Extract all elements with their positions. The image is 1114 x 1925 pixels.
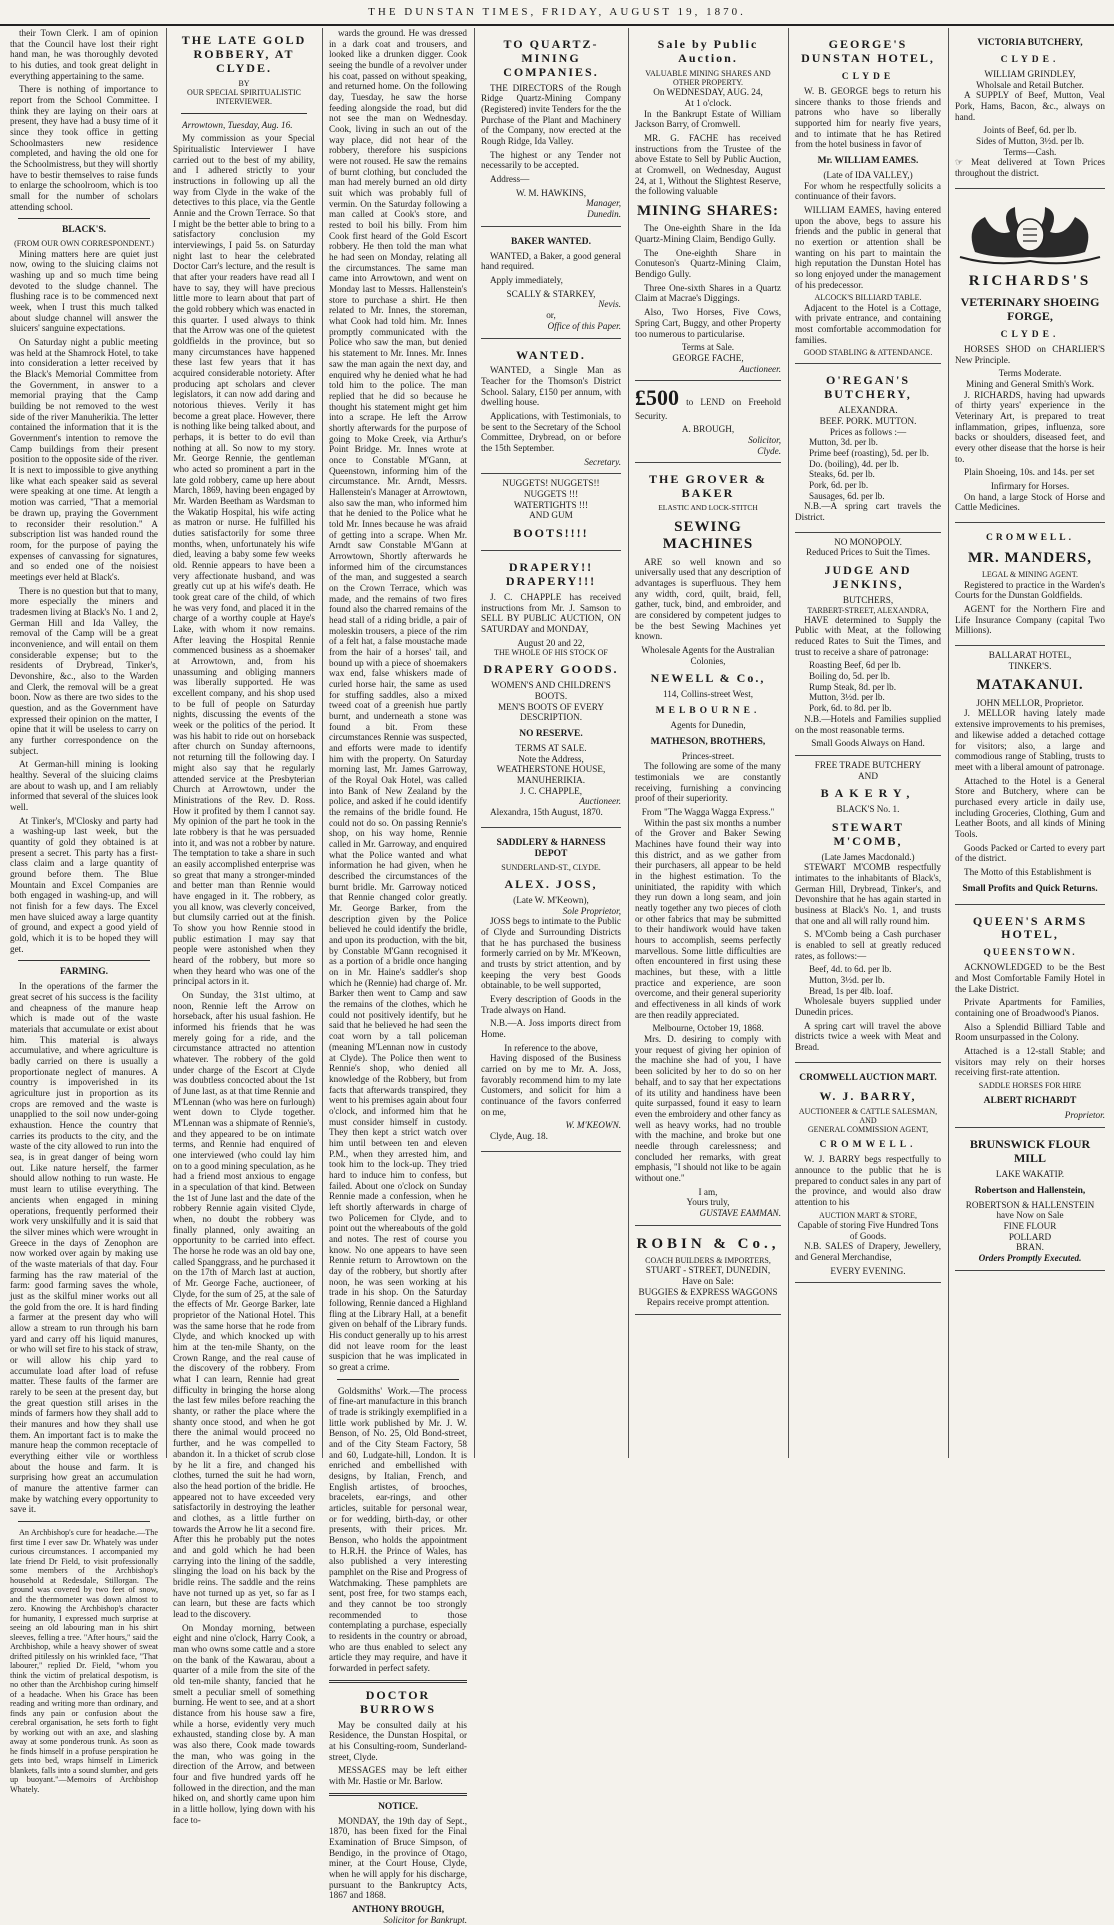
divider (329, 1793, 467, 1796)
ad-body: Registered to practice in the Warden's Courts for the Dunstan Goldfields. (955, 579, 1105, 601)
price-line: Beef, 4d. to 6d. per lb. (809, 964, 892, 975)
ad-robin (635, 1226, 781, 1315)
ad-body: STEWART M'COMB respectfully intimates to the inhabitants of Black's, German Hill, Drybread, Tinker's, and Devonshire that he has again started in business at Black's No. 1, and trusts that one and all will rally round him. (795, 862, 941, 926)
ad-manders (955, 523, 1105, 646)
ad-line: EVERY EVENING. (830, 1265, 906, 1276)
ad-line: From "The Wagga Wagga Express." (641, 807, 775, 818)
ad-name: W. M'KEOWN. (565, 1120, 621, 1131)
ad-title: DOCTOR BURROWS (359, 1687, 436, 1716)
ad-body: Plain Shoeing, 10s. and 14s. per set (964, 467, 1095, 478)
article-paragraph: Mining matters here are quiet just now, owing to the sluicing claims not washing up and so much time being devoted to the sludge channel. The flushing race is to be commenced next week, when I trust this much talked about sludge channel will answer the sluicers' sanguine expectations. (10, 248, 158, 334)
ad-line: Repairs receive prompt attention. (646, 1297, 770, 1308)
ad-title: WANTED. (516, 347, 586, 362)
ad-body: WANTED, a Baker, a good general hand required. (481, 250, 621, 272)
ad-body: WILLIAM EAMES, having entered upon the above, begs to assure his friends and the public in general that no exertion or attention shall be wanting on his part to maintain the high reputation the Dunstan Hotel has so long enjoyed under the management of his predecessor. (795, 204, 941, 290)
ad-baker (481, 227, 621, 339)
ad-line: Alexandra, 15th August, 1870. (490, 807, 603, 818)
ad-line: AND GUM (529, 510, 573, 521)
ad-title: QUEEN'S ARMS HOTEL, (972, 913, 1088, 942)
ad-line: 114, Collins-street West, (662, 689, 754, 700)
ad-name: A. BROUGH, (681, 424, 735, 435)
ad-line: TERMS AT SALE. (515, 743, 587, 754)
newspaper-masthead: THE DUNSTAN TIMES, FRIDAY, AUGUST 19, 1870. (0, 0, 1114, 26)
ad-body: S. M'Comb being a Cash purchaser is enabled to sell at greatly reduced rates, as follows:— (795, 929, 941, 961)
column-7 (948, 28, 1111, 1458)
ad-line: Clyde, Aug. 18. (490, 1131, 548, 1142)
ad-brunswick (955, 1128, 1105, 1271)
heading-farming: FARMING. (59, 967, 109, 978)
ad-role: Proprietor. (1064, 1110, 1105, 1121)
ad-body: N.B.—A spring cart travels the District. (795, 501, 941, 523)
ad-body: MR. G. FACHE has received instructions from the Trustee of the above Estate to Sell by Public Auction, at Cromwell, on Wednesday, August 24, at 1, Without the Slightest Reserve, the following valuable (635, 133, 781, 197)
ad-line: BRAN. (1016, 1242, 1044, 1253)
ad-victoria-butchery (955, 28, 1105, 189)
ad-line: BUTCHERS, (842, 594, 894, 605)
ad-body: The One-eighth Share in Conuteson's Quartz-Mining Claim, Bendigo Gully. (635, 247, 781, 280)
ad-line: have Now on Sale (996, 1210, 1064, 1221)
ad-place: Dunedin. (587, 209, 621, 220)
ad-title: Sale by Public Auction. (657, 37, 759, 65)
ad-body: Private Apartments for Families, containing one of Broadwood's Pianos. (955, 997, 1105, 1019)
ad-body: On hand, a large Stock of Horse and Cattle Medicines. (955, 491, 1105, 513)
price-line: Bread, 1s per 4lb. loaf. (809, 985, 893, 996)
ad-line: QUEENSTOWN. (983, 948, 1077, 959)
ad-line: SADDLE HORSES FOR HIRE (978, 1081, 1082, 1091)
ad-line: ROBERTSON & HALLENSTEIN (965, 1199, 1095, 1210)
ad-line: BUGGIES & EXPRESS WAGGONS (638, 1286, 778, 1297)
ad-saddlery (481, 828, 621, 1152)
ad-title: TO QUARTZ-MINING COMPANIES. (503, 37, 599, 79)
ad-title: SEWING MACHINES (662, 518, 754, 553)
price-line: Boiling do, 5d. per lb. (809, 671, 890, 682)
signature-role: Solicitor for Bankrupt. (383, 1914, 467, 1925)
ad-body: Also, Two Horses, Five Cows, Spring Cart, Buggy, and other Property too numerous to particularise. (635, 307, 781, 339)
price-line: Pork, 6d. to 8d. per lb. (809, 703, 892, 714)
ad-body: J. RICHARDS, having had upwards of thirty years' experience in the Veterinary Art, is prepared to treat inflammation, gripes, influenza, sore backs or shoulders, diseased feet, and every other disease that the horse is heir to. (955, 389, 1105, 464)
ad-body: May be consulted daily at his Residence, the Dunstan Hospital, or at his Consulting-room, Sunderland-street, Clyde. (329, 1719, 467, 1762)
ad-line: SUNDERLAND-ST., CLYDE. (501, 862, 601, 872)
ad-body: Attached is a 12-stall Stable; and visitors may rely on their horses receiving first-rate attention. (955, 1046, 1105, 1078)
ad-cromwell-mart (795, 1063, 941, 1284)
ad-line: BLACK'S No. 1. (836, 804, 900, 815)
ad-line: LEGAL & MINING AGENT. (982, 570, 1078, 580)
ad-line: THE WHOLE OF HIS STOCK OF (494, 648, 608, 658)
ad-sewing (635, 463, 781, 1225)
ad-line: Prices as follows :— (829, 426, 907, 437)
ad-richards-forge (955, 189, 1105, 523)
ad-quartz (481, 28, 621, 227)
ad-line: CROMWELL. (986, 533, 1074, 544)
ad-title: DRAPERY!! DRAPERY!!! (505, 560, 597, 588)
ad-body: Mrs. D. desiring to comply with your request of giving her opinion of the machine she had of you, I have been solicited by her to do so on her behalf, and to say that her expectations of its utility and handiness have been quite surpassed, found it easy to learn even the embroidery and other fancy as well as heavy works, had no trouble with the machine, and broke but one needle through carelessness; and concluded her remarks, with great emphasis, "I should not like to be again without one." (635, 1034, 781, 1183)
ad-place: Clyde. (757, 445, 781, 456)
ad-line: Agents for Dunedin, (670, 719, 746, 730)
price-line: Steaks, 6d. per lb. (809, 469, 875, 480)
ad-title: BRUNSWICK FLOUR MILL (969, 1137, 1091, 1165)
ad-line: Yours truly, (686, 1197, 730, 1208)
ad-role: Auctioneer. (579, 796, 621, 807)
column-5 (628, 28, 787, 1458)
ad-line: STUART - STREET, DUNEDIN, (645, 1265, 771, 1276)
ad-line: CLYDE (841, 71, 895, 82)
ad-title: MINING SHARES: (637, 203, 779, 220)
ad-line: Infirmary for Horses. (990, 481, 1070, 492)
ad-line: NO RESERVE. (519, 729, 583, 740)
ad-line: VALUABLE MINING SHARES AND OTHER PROPERTY. (645, 68, 771, 88)
ad-name: NEWELL & Co., (650, 671, 766, 686)
ad-line: Reduced Prices to Suit the Times. (805, 547, 931, 558)
ad-line: GOOD STABLING & ATTENDANCE. (803, 348, 933, 358)
divider (337, 1379, 459, 1380)
column-6 (788, 28, 947, 1458)
ad-title: BAKER WANTED. (510, 236, 592, 247)
ad-loan (635, 381, 781, 463)
ad-line: ALCOCK'S BILLIARD TABLE. (814, 293, 922, 303)
ad-body: J. C. CHAPPLE has received instructions from Mr. J. Samson to SELL BY PUBLIC AUCTION, ON SATURDAY and MONDAY, (481, 591, 621, 634)
ad-line: GENERAL COMMISSION AGENT, (807, 1125, 929, 1135)
divider (18, 960, 150, 961)
ad-body: WANTED, a Single Man as Teacher for the Thomson's District School. Salary, £150 per annum, with dwelling house. (481, 365, 621, 408)
ad-line: Mining and General Smith's Work. (965, 378, 1095, 389)
ad-line: WOMEN'S AND CHILDREN'S BOOTS. (491, 680, 611, 702)
ad-line: I am, (698, 1186, 718, 1197)
article-paragraph: On Sunday, the 31st ultimo, at noon, Rennie left the Arrow on horseback, after his usual fashion. He informed his friends that he was merely going for a ride, and the circumstance attracted no attention whatever. The robbery of the gold under charge of the Escort at Clyde was doubtless concocted about the 1st of June last, as at that time Rennie and M'Lennan (who was here on furlough) went down to Clyde together. M'Lennan was a shipmate of Rennie's, and they appeared to be on intimate terms, and Rennie had enquired of one interviewed (who could lay him on to a good mining speculation, as he had a friend most anxious to engage in a speculation of that kind. Between the 1st of June last and the date of the robbery Rennie again visited Clyde, when, no doubt the robbery was finally planned, only awaiting an opportunity to be carried into effect. The horse he rode was an old bay one, called Spanggrass, and he purchased it on the 17th of March last at auction, of Mr. George Fache, auctioneer, of Clyde, for the sum of 25, at the sale of the effects of Mr. George Barker, late proprietor of the National Hotel. This was the same horse that he rode from Clyde, and which knocked up with him at the ten-mile Shanty, on the Crown Range, and the real cause of the discovery of the robbery. From what I can learn, Rennie had great difficulty in bringing the horse along the last few miles before reaching the shanty, or rather the place where the shanty once stood, and when he got there the animal would proceed no further, and he was compelled to abandon it. In a thicket of scrub close by he lit a fire, and changed his clothes, turned the suit he had worn, also the head portion of the bridle. He appeared not to have exceeded very satisfactorily in destroying the leather and clothes, as a little further on towards the Arrow he lit a second fire. After this he probably put the notes and and gold which he had been carrying into the lining of the saddle, slinging the load on his back by the bridle reins. The saddle and the reins have not turned up as yet, so far as I can learn, but these are facts which lead to the discovery. (173, 989, 315, 1619)
ad-role: Secretary. (584, 456, 621, 467)
ad-line: MELBOURNE. (655, 705, 761, 716)
ad-body: W. J. BARRY begs respectfully to announce to the public that he is prepared to conduct sales in any part of the province, and would also draw attention to his (795, 1154, 941, 1208)
ad-name: GUSTAVE EAMMAN. (699, 1207, 781, 1218)
ad-body: For whom he respectfully solicits a continuance of their favors. (795, 180, 941, 202)
ad-body: Meat delivered at Town Prices throughout the district. (955, 157, 1105, 179)
ad-place: Nevis. (598, 299, 621, 310)
ad-line: LAKE WAKATIP. (995, 1168, 1065, 1179)
article-paragraph: An Archbishop's cure for headache.—The first time I ever saw Dr. Whately was under curious circumstances. I accompanied my late friend Dr Field, to visit professionally some members of the Archbishop's household at Redesdale, Stillorgan. The ground was covered by two feet of snow, and the thermometer was down almost to zero. Knowing the Archbishop's character for humanity, I expressed much surprise at seeing an old labouring man in his shirt sleeves, felling a tree. "After hours," said the Archbishop, while a heavy shower of sweat drifted pitilessly on his wrinkled face, "That labourer," replied Dr. Field, "whom you think the victim of prelatical despotism, is no other than the Archbishop curing himself of a headache. When his Grace has been reading and writing more than ordinary, and finds any pain or confusion about the cerebral organisation, he sets forth to fight by working out with an axe, and slashing away at some ponderous trunk. As soon as he finds himself in a profuse perspiration he gets into bed, wraps himself in Limerick blankets, falls into a sound slumber, and gets up buoyant."—Memoirs of Archbishop Whately. (10, 1527, 158, 1794)
ad-line: TINKER'S. (1008, 660, 1052, 671)
byline-by: BY (238, 78, 250, 88)
ad-line: (Late W. M'Keown), (513, 895, 589, 905)
price-line: Joints of Beef, 6d. per lb. (983, 125, 1077, 136)
divider (18, 1521, 150, 1522)
ad-body: J. MELLOR having lately made extensive improvements to his premises, and likewise added a detached cottage for visitors; also, a large and commodious range of Stabling, trusts to meet with a liberal amount of patronage. (955, 708, 1105, 772)
price-line: Mutton, 3d. per lb. (809, 437, 878, 448)
column-3 (322, 28, 473, 1925)
ad-body: THE DIRECTORS of the Rough Ridge Quartz-Mining Company (Registered) invite Tenders for the the Purchase of the Plant and Machinery of the Company, now erected at the Rough Ridge, Ida Valley. (481, 82, 621, 147)
price-line: Sausages, 6d. per lb. (809, 490, 885, 501)
ad-line: BEEF. PORK. MUTTON. (819, 415, 917, 426)
article-paragraph: On Saturday night a public meeting was held at the Shamrock Hotel, to take into consideration a letter received by the Black's Memorial Committee from the Government, in answer to a memorial praying that the Camp building be not removed to the west side of the river Manuherikia. The letter contained the information that it is the Government's intention to remove the Camp buildings from their present position to the opposite side of the river. It is next to impossible to give anything like what each speaker said as several were speaking at one time. At length a motion was carried, "That a memorial be drawn up, praying the Government to reconsider their resolution." A subscription list was handed round the room, for the purpose of paying the expenses of canvassing for signatures, and so ended one of the noisiest meetings ever held at Black's. (10, 337, 158, 582)
ad-teacher (481, 339, 621, 475)
ad-role: Sole Proprietor, (562, 905, 621, 916)
ad-line: NUGGETS! NUGGETS!! (502, 478, 600, 489)
price-line: Pork, 6d. per lb. (809, 480, 869, 490)
ad-name: W. J. BARRY, (819, 1088, 917, 1103)
ad-line: Apply immediately, (490, 275, 563, 286)
heraldic-crest-icon (955, 197, 1105, 267)
ad-body: Within the past six months a number of the Grover and Baker Sewing Machines have found their way into this district, and as we gather from their purchasers, all appear to be held in the highest estimation. To the uninitiated, the rapidity with which they run down a long seam, and join neatly together any two pieces of cloth or other fabrics that may be submitted to their handiwork would have taken hours to accomplish, seems perfectly marvellous. Some little difficulties are often encountered in first using these machines, but these, with a little practice and experience, are soon overcome, and their general superiority and effectiveness in all kinds of work are then readily appreciated. (635, 817, 781, 1020)
ad-line: Address— (490, 174, 530, 185)
ad-body: Attached to the Hotel is a General Store and Butchery, where can be purchased every article in daily use, including Groceries, Clothing, Gum and Leather Boots, and all kinds of Mining Tools. (955, 775, 1105, 839)
ad-line: WATERTIGHTS !!! (513, 499, 589, 510)
ad-body: ACKNOWLEDGED to be the Best and Most Comfortable Family Hotel in the Lake District. (955, 962, 1105, 994)
ad-line: Terms Moderate. (998, 368, 1062, 379)
ad-title: MATAKANUI. (976, 677, 1084, 694)
ad-line: NO MONOPOLY. (834, 536, 902, 547)
ad-line: August 20 and 22, (517, 637, 585, 648)
ad-name: W. M. HAWKINS, (515, 187, 587, 198)
ad-title: SADDLERY & HARNESS DEPOT (496, 837, 606, 859)
price-line: Prime beef (roasting), 5d. per lb. (809, 447, 929, 458)
ad-title: VETERINARY SHOEING FORGE, (960, 295, 1100, 324)
article-title: THE LATE GOLD ROBBERY, AT CLYDE. (181, 33, 307, 75)
ad-judge-jenkins (795, 533, 941, 756)
ad-title: NOTICE. (378, 1801, 418, 1812)
ad-line: AND (859, 1115, 877, 1125)
ad-line: FINE FLOUR (1003, 1220, 1057, 1231)
ad-name: Robertson and Hallenstein, (974, 1185, 1086, 1196)
ad-body: Also a Splendid Billiard Table and Room unsurpassed in the Colony. (955, 1021, 1105, 1043)
price-line: Mutton, 3½d. per lb. (809, 974, 885, 985)
ad-line: Have on Sale: (682, 1275, 734, 1286)
ad-line: Note the Address, (518, 753, 584, 764)
price-line: Mutton, 3½d. per lb. (809, 692, 885, 703)
ad-line: COACH BUILDERS & IMPORTERS, (645, 1255, 771, 1265)
ad-line: ALEXANDRA. (838, 405, 898, 416)
ad-body: N.B.—Hotels and Families supplied on the most reasonable terms. (795, 713, 941, 735)
ad-title: BAKERY, (820, 786, 916, 801)
ad-line: FREE TRADE BUTCHERY (814, 759, 922, 770)
ad-oregan (795, 364, 941, 532)
ad-line: POLLARD (1008, 1231, 1052, 1242)
ad-line: Terms at Sale. (681, 342, 735, 353)
ad-line: Wholsale and Retail Butcher. (976, 79, 1084, 90)
article-paragraph: There is no question but that to many, more especially the miners and tradesmen living at Black's No. 1 and 2, German Hill and Ida Valley, the removal of the Camp will be a great inconvenience, and will entail on them considerable expense; but to the residents of Drybread, Tinker's, Devonshire, &c., also to the Warden and Clerk, the removal will be a great boon. Now as there are two sides to the question, and as the Government have expressed their opinion on the matter, I opine that it will be useless to carry on any further correspondence on the subject. (10, 585, 158, 756)
ad-title: JUDGE AND JENKINS, (824, 563, 912, 591)
ad-name: J. C. CHAPPLE, (519, 785, 583, 796)
ad-line: or, (546, 310, 556, 321)
ad-nuggets (481, 474, 621, 551)
ad-title: VICTORIA BUTCHERY, (977, 38, 1083, 48)
ad-title: MR. MANDERS, (967, 550, 1093, 567)
ad-body: MONDAY, the 19th day of Sept., 1870, has been fixed for the Final Examination of Bruce Simpson, of Bendigo, in the province of Otago, miner, at the Court House, Clyde, when he will apply for his discharge, pursuant to the Bankruptcy Acts, 1867 and 1868. (329, 1815, 467, 1901)
ad-body: HORSES SHOD on CHARLIER'S New Principle. (955, 343, 1105, 365)
ad-body: N.B.—A. Joss imports direct from Home. (481, 1018, 621, 1040)
ad-body: The One-eighth Share in the Ida Quartz-Mining Claim, Bendigo Gully. (635, 223, 781, 245)
ad-dunstan-hotel (795, 28, 941, 364)
column-1 (4, 28, 164, 1794)
ad-line: Melbourne, October 19, 1868. (652, 1023, 764, 1034)
ad-free-trade (795, 756, 941, 1063)
ad-body: Every description of Goods in the Trade always on Hand. (481, 994, 621, 1015)
divider (181, 113, 307, 114)
price-line: Rump Steak, 8d. per lb. (809, 681, 897, 692)
article-paragraph: At Tinker's, M'Closky and party had a washing-up last week, but the quantity of gold they obtained is at present a secret. This party has a first-class claim and a large quantity of ground before them. The Blue Mountain and Excel Companies are both engaged in washing-up, and will not finish for a few days. The Excel men have sluiced away a large quantity of ground, and expect a good yield of gold, which it is to be hoped they will get. (10, 815, 158, 954)
ad-line: CROMWELL. (819, 1140, 917, 1151)
ad-title: DRAPERY GOODS. (483, 662, 619, 677)
ad-line: CLYDE. (1000, 329, 1060, 340)
ad-name: STEWART M'COMB, (831, 819, 905, 848)
loan-amount: £500 (635, 385, 679, 411)
ad-line: Office of this Paper. (547, 320, 621, 331)
ad-body: to LEND on Freehold Security. (635, 397, 781, 421)
ad-body: W. B. GEORGE begs to return his sincere thanks to those friends and patrons who have so liberally supported him for nearly five years, and to intimate that he has Retired from the hotel business in favor of (795, 85, 941, 150)
ad-line: At 1 o'clock. (684, 98, 732, 109)
ad-body: AGENT for the Northern Fire and Life Insurance Company (capital Two Millions). (955, 604, 1105, 636)
ad-body: MESSAGES may be left either with Mr. Hastie or Mr. Barlow. (329, 1765, 467, 1786)
ad-body: In the Bankrupt Estate of William Jackson Barry, of Cromwell. (635, 108, 781, 130)
divider (18, 218, 150, 219)
ad-name: WILLIAM GRINDLEY, (984, 69, 1076, 80)
article-paragraph: My commission as your Special Spiritualistic Interviewer I have carried out to the best of my ability, and I adhered strictly to your instructions in following up all the way from Clyde in the wake of the detectives to this place, via the Gentle Annie and the Crown Terrace. So that I might be the better able to bring to a satisfactory conclusion my interviewings, I paid 5s. on Saturday night last to hear the celebrated Doctor Carr's lecture, and the result is that after your readers have read all I have to say, they will have precious little more to learn about that part of the gold robbery which was enacted in this quarter. I used always to think that the Arrow was one of the quietest goldfields in the province, but so many circumstances have happened these last few years that it has acquired considerable notoriety. After producing apt scholars and clever legislators, it can now add daring and notorious thieves. Verily it has become a great place. However, there is nothing like being talked about, and perhaps, it is better to do evil than nothing at all. So now to my story. Mr. George Rennie, the gentleman who acted so prominent a part in the late gold robbery, came up here about March, 1869, having been engaged by Mr. Warden Beetham as Wardsman to the Wakatip Hospital, his wife acting as matron or nurse. He fulfilled his duties satisfactorily for some three months, when, unfortunately his wife died, leaving a baby some few weeks old. Rennie appears to have been a very affectionate husband, and was greatly cut up at his wife's death. He took great care of the child, of which he was very fond, and placed it in the charge of a worthy couple at Haye's Lake, with whom it now remains. After leaving the Hospital Rennie commenced business as a shoemaker at Arrowtown, and, from his unassuming and obliging manners was liberally supported. He was excellent company, and his shop used to be full of people on Saturday nights, discussing the events of the week or the politics of the period. It was his habit to ride out on horseback after church on Sunday afternoons, not returning till the following day. I might also say that he regularly attended service at the Presbyterian Church at Arrowtown, under the Ministrations of the Rev. D. Ross. How it profited by them I cannot say. My opinion of the part he took in the late robbery is that he was persuaded into it, and was not a robber by nature. The temptation to take a share in such an easily accomplished enterprise was so great that many a stronger-minded and better man than Rennie would have engaged in it. The robbery, as you all know, was cleverly conceived, but clumsily carried out at the finish. To show you how Rennie stood in public estimation I may say that people were astonished when they heard of the robbery, but more so when they heard who was one of the principal actors in it. (173, 133, 315, 987)
ad-line: Wholesale Agents for the Australian Colonies, (641, 645, 775, 666)
ad-line: Small Profits and Quick Returns. (962, 883, 1098, 894)
ad-name: JOHN MELLOR, Proprietor. (976, 697, 1084, 708)
ad-line: TARBERT-STREET, ALEXANDRA, (807, 605, 929, 615)
ad-title: CROMWELL AUCTION MART. (799, 1072, 937, 1083)
price-line: Roasting Beef, 6d per lb. (809, 660, 901, 671)
ad-line: In reference to the above, (504, 1042, 598, 1053)
ad-line: AND (858, 770, 878, 781)
ad-body: Goods Packed or Carted to every part of the district. (955, 842, 1105, 864)
pointing-hand-icon: ☞ (955, 157, 964, 168)
ad-role: Solicitor, (748, 435, 781, 446)
byline: (FROM OUR OWN CORRESPONDENT.) (14, 239, 154, 249)
price-line: Terms—Cash. (1003, 146, 1057, 157)
price-line: Do. (boiling), 4d. per lb. (809, 458, 899, 469)
ad-body: A SUPPLY of Beef, Mutton, Veal Pork, Hams, Bacon, &c., always on hand. (955, 90, 1105, 122)
ad-line: Princes-street. (681, 750, 735, 761)
signature: ANTHONY BROUGH, (351, 1904, 445, 1915)
ad-line: (Late of IDA VALLEY,) (823, 169, 913, 180)
ad-queens-arms (955, 905, 1105, 1129)
ad-title: RICHARDS'S (968, 272, 1092, 289)
ad-body: HAVE determined to Supply the Public with Meat, at the following reduced Rates to Suit the Times, and trust to receive a share of patronage: (795, 614, 941, 657)
ad-line: Small Goods Always on Hand. (811, 738, 925, 749)
ad-body: The Motto of this Establishment is (964, 866, 1092, 877)
ad-body: JOSS begs to intimate to the Public of Clyde and Surrounding Districts that he has purchased the business formerly carried on by Mr. M'Keown, and trusts by strict attention, and by keeping the very best Goods obtainable, to be well supported, (481, 916, 621, 991)
ad-body: Wholesale buyers supplied under Dunedin prices. (795, 996, 941, 1017)
byline: OUR SPECIAL SPIRITUALISTIC INTERVIEWER. (187, 87, 301, 107)
ad-title: ROBIN & Co., (636, 1235, 780, 1252)
ad-body: A spring cart will travel the above districts twice a week with Meat and Bread. (795, 1020, 941, 1052)
ad-body: The following are some of the many testimonials we are constantly receiving, furnishing a convincing proof of their superiority. (635, 761, 781, 804)
divider (329, 1680, 467, 1683)
ad-role: Manager, (586, 198, 621, 209)
ad-line: NUGGETS !!! (523, 489, 579, 500)
ad-body: ARE so well known and so universally used that any description of advantages is superfluous. They hem any width, cord, quilt, braid, fell, gather, tuck, bind, and embroider, and are considered by competent judges to be the best Sewing Machines yet known. (635, 556, 781, 642)
ad-ballarat-hotel (955, 646, 1105, 905)
ad-line: Orders Promptly Executed. (978, 1252, 1082, 1263)
ad-line: (Late James Macdonald.) (821, 851, 915, 862)
ad-body: N.B. SALES of Drapery, Jewellery, and General Merchandise, (795, 1241, 941, 1263)
ad-line: MEN'S BOOTS OF EVERY DESCRIPTION. (497, 701, 605, 723)
newspaper-columns (4, 28, 1110, 1925)
article-paragraph: wards the ground. He was dressed in a dark coat and trousers, and looked like a drunken digger. Cook seeing the bundle of a revolver under his coat, passed on without speaking, and returned home. On the following day, Tuesday, he saw the horse feeding alongside the road, but did not see the man on Wednesday. Cook, living in such an out of the way place, did not hear of the robbery, therefore his suspicions were not roused. He saw the remains of burnt clothing, but concluded the man had merely burned an old dirty suit which was probably full of vermin. On the Saturday following a man called at Cook's store, and rested to boil his billy. From him Cook first heard of the Gold Escort robbery. He then told the man what he had seen on Monday, relating all the circumstances. The same man came into Arrowtown, and went on Monday last to Messrs. Hallenstein's store to purchase a shirt. He then related to Mr. Innes, the storeman, what Cook had told him. Mr. Innes promptly communicated with the Police who saw the man, but denied his statement to Mr. Innes. Mr. Innes saw the man again the next day, and enquired why he denied what he had told him to the police. The man replied that he did so because he thought his statement might get him into a scrape. He left the Arrow shortly afterwards for the purpose of going to Moke Creek, via Arthur's Point Bridge. Mr. Innes wrote at once to Constable M'Gann, at Queenstown, informing him of the circumstance. Mr. Arndt, Messrs. Hallenstein's Manager at Arrowtown, also saw the man, who informed him that he denied to the Police what he told Mr. Innes because he was afraid of getting into a scrape. When Mr. Arndt saw Constable M'Gann at Arrowtown, Shortly afterwards he informed him of the circumstances of the man, and suggested a search on the Crown Terrace, which was made, and the remains of two fires found also the charred remains of the head stall of a riding bridle, a pair of moleskin trousers, a piece of the rim of a felt hat, a false moustache made from the hair of a horses' tail, and bound up with a piece of shoemakers wax end, false whiskers made of curled horse hair, the same as used for stuffing saddles, also a mixed tweed coat of a greenish hue partly burnt, and underneath a stone was found a bit. From these circumstances Rennie was suspected, and efforts were made to identify him with the property. On Saturday morning last, Mr. James Garroway, of the Royal Oak Hotel, was called into Bank of New Zealand by the police, and asked if he could identify the remains of the bridle found. He could not do so. On passing Rennie's shop, on his way home, Rennie called in Mr. Garroway, and enquired what the Police wanted and what information he had given, when he described the circumstances of the burnt bridle. Mr. Garroway noticed that Rennie changed color greatly. Mr. George Barker, from the description given by the Police believed he could identify the bridle, and upon its production, with the bit, by Constable M'Gann recognised it as a portion of a bridle once hanging on in Mr. Haine's saddler's shop which he (Rennie) had charge of. Mr. Barker then went to Camp and saw the remains of the clothes, which he could not positively identify, but he said that he believed he had seen the coat worn by a tall policeman (meaning M'Lennan now in custody at Clyde). The Police then went to Rennie's shop, who denied all knowledge of the Robbery, but from facts that afterwards transpired, they went to his premises again about four o'clock, and informed him that he must consider himself in custody. They then kept a strict watch over him until between ten and eleven P.M., when they arrested him, and took him to the lock-up. They tried hard to induce him to confess, but failed. About one o'clock on Sunday Rennie made a confession, when he left shortly afterwards in charge of two Policemen for Clyde, and to point out the whereabouts of the gold and notes. The rest of course you know. No one appears to have seen Rennie return to Arrowtown on the day of the robbery, but shortly after noon, he was seen working at his trade in his shop. On the Saturday following, Rennie danced a Highland fling at the Library Hall, at a benefit given on behalf of the Library funds. His conduct generally up to his arrest did not leave room for the least suspicion that he was implicated in so great a crime. (329, 28, 467, 1372)
ad-line: ELASTIC AND LOCK-STITCH (658, 503, 758, 513)
ad-body: Applications, with Testimonials, to be sent to the Secretary of the School Committee, Drybread, on or before the 15th September. (481, 411, 621, 454)
ad-body: Having disposed of the Business carried on by me to Mr. A. Joss, favorably recommend him to my late Customers, and solicit for him a continuance of the favors conferred on me, (481, 1053, 621, 1117)
ad-title: GEORGE'S DUNSTAN HOTEL, (801, 37, 935, 65)
ad-name: MATHESON, BROTHERS, (650, 736, 766, 747)
article-paragraph: their Town Clerk. I am of opinion that the Council have lost their right hand man, he was thoroughly devoted to his duties, and took great delight in everything appertaining to the same. (10, 28, 158, 81)
ad-title: O'REGAN'S BUTCHERY, (824, 373, 912, 402)
dateline: Arrowtown, Tuesday, Aug. 16. (182, 119, 293, 130)
ad-auction (635, 28, 781, 381)
ad-name: SCALLY & STARKEY, (506, 288, 596, 299)
ad-line: MANUHERIKIA. (516, 775, 586, 786)
ad-drapery (481, 551, 621, 828)
ad-line: WEATHERSTONE HOUSE, (496, 764, 606, 775)
ad-body: Three One-sixth Shares in a Quartz Claim at Macrae's Diggings. (635, 282, 781, 304)
ad-role: Auctioneer. (739, 363, 781, 374)
ad-body: The highest or any Tender not necessarily to be accepted. (481, 149, 621, 171)
ad-line: On WEDNESDAY, AUG. 24, (653, 87, 763, 98)
article-paragraph: In the operations of the farmer the great secret of his success is the facility and cheapness of the manure heap which is made out of the waste materials that accumulate or exist about him. This material is always accumulative, and where agriculture is badly carried on there is usually a proportionate neglect of manures. A country is impoverished in its agriculture just in proportion as its crops are removed and the waste is unapplied to the soil now under-going exhaustion. Hence the country that carries its products to the city, and the waste of the city allowed to run into the sea, is in great danger of being worn out. Like nature herself, the farmer should allow nothing to run waste. He must learn to utilise everything. The ancients when engaged in mining operations, frequently performed their work very unskilfully and it is said that the silver mines which were wrought in Greece in the days of Zenophon are now worked over again by making use of the waste materials of that day. Four farming has the raw material of the farm: good farming saves the whole, just as the skilful miner works out all the gold from the ore. It is hard finding a farmer at the present day who will allow a stream to run through his barn yard and carry off his liquid manures, or who will set fire to his stack of straw, or will allow his chip yard to accumulate load after load of refuse matter. These faults of the farmer are rarely to be seen at the present day, but the great question still arises in the minds of farmers how they shall add to their manures and how they shall use them. An important fact is to make the manure heap the common receptacle of everything either vile or worthless about the house and farm. It is surprising how great an accumulation of manure the attentive farmer can make by watching every opportunity to save it. (10, 981, 158, 1515)
ad-name: ALEX. JOSS, (504, 877, 598, 892)
heading-blacks: BLACK'S. (61, 225, 107, 236)
article-paragraph: At German-hill mining is looking healthy. Several of the sluicing claims are about to wash up, and I am reliably informed that several of the sluices look well. (10, 759, 158, 812)
column-4 (474, 28, 627, 1458)
ad-body: Adjacent to the Hotel is a Cottage, with private entrance, and containing most comfortable accommodation for families. (795, 302, 941, 345)
ad-name: GEORGE FACHE, (672, 352, 744, 363)
ad-line: AUCTION MART & STORE, (819, 1210, 917, 1220)
column-2 (166, 28, 321, 1825)
ad-name: Mr. WILLIAM EAMES. (817, 155, 919, 166)
ad-name: ALBERT RICHARDT (983, 1096, 1077, 1107)
article-paragraph: On Monday morning, between eight and nine o'clock, Harry Cook, a man who owns some cattle and a store on the bank of the Kawarau, about a quarter of a mile from the site of the old ten-mile shanty, fancied that he smelt a peculiar smell of something burning. He went to see, and at a short distance from his house saw a fire, while a horse, evidently very much exhausted, standing close by. A man was also there, Cook made towards the man, who was going in the direction of the Arrow, and between four and five hundred yards off he followed in the direction, and the man hiked on, and shortly came upon him in a little hollow, lying down with his face to- (173, 1622, 315, 1825)
ad-line: Capable of storing Five Hundred Tons of Goods. (797, 1220, 939, 1241)
ad-line: CLYDE. (1000, 55, 1060, 66)
ad-title: BOOTS!!!! (513, 526, 589, 541)
article-paragraph: There is nothing of importance to report from the School Committee. I think they are laying on their oars at present, they have had a busy time of it since they took office in getting Schoolmasters new residence completed, and having the old one for the Schoolmistress, but they will shortly have to bestir themselves to raise funds to enlarge the schoolroom, which is too small for the number of scholars attending school. (10, 84, 159, 212)
article-paragraph: Goldsmiths' Work.—The process of fine-art manufacture in this branch of trade is strikingly exemplified in a little work published by Mr. J. W. Benson, of No. 25, Old Bond-street, and of the City Steam Factory, 58 and 60, Ludgate-hill, London. It is enriched and embellished with designs, by Italian, French, and English artistes, of brooches, bracelets, ear-rings, and other articles, suitable for personal wear, or for wedding, birth-day, or other presents, with their prices. Mr. Benson, who holds the appointment to H.R.H. the Prince of Wales, has also published a very interesting pamphlet on the Rise and Progress of Watchmaking. These pamphlets are sent, post free, for two stamps each, and they cannot be too strongly recommended to those contemplating a purchase, especially to residents in the country or abroad, who are thus enabled to select any article they may require, and have it forwarded in perfect safety. (329, 1385, 467, 1674)
ad-title: THE GROVER & BAKER (648, 472, 767, 501)
price-line: Sides of Mutton, 3½d. per lb. (976, 136, 1084, 147)
ad-line: BALLARAT HOTEL, (988, 650, 1072, 661)
ad-line: AUCTIONEER & CATTLE SALESMAN, (798, 1106, 938, 1116)
